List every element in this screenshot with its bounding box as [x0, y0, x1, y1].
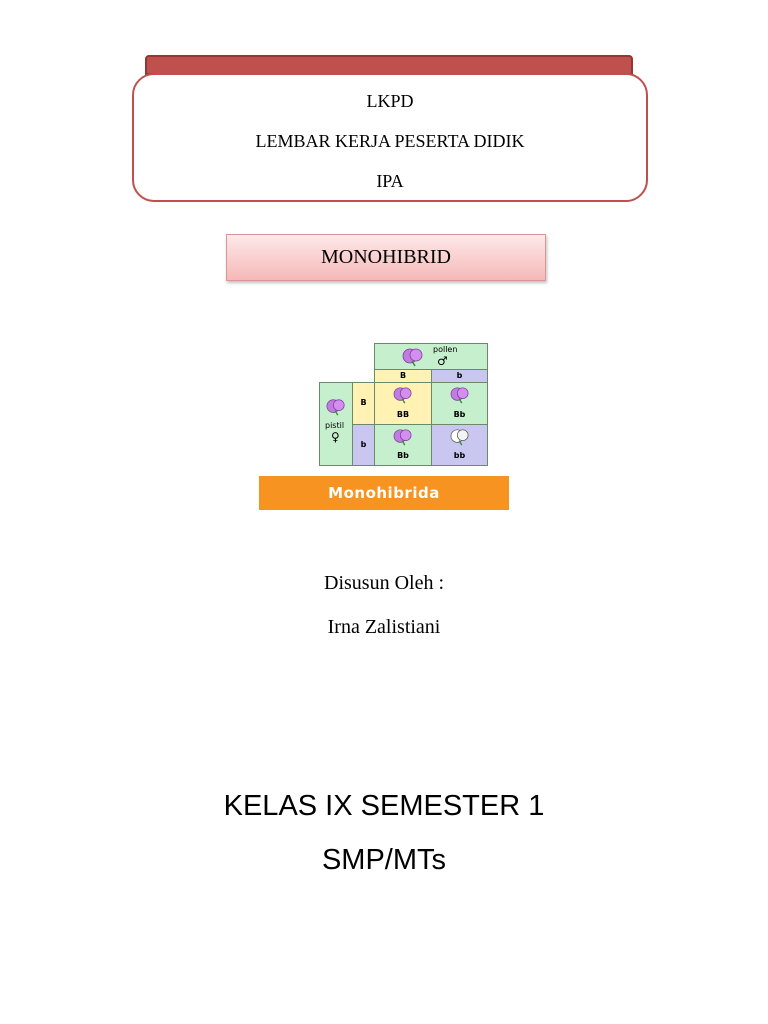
genotype-cell [431, 424, 488, 466]
pistil-header-cell [319, 382, 353, 466]
col-header-b: b [431, 369, 488, 383]
flower-icon [393, 428, 413, 446]
female-symbol: ♀ [331, 430, 340, 444]
flower-icon [326, 397, 346, 417]
punnett-square-figure [319, 343, 489, 466]
white-flower-icon [450, 428, 470, 446]
header-banner-bar [145, 55, 633, 75]
genotype-cell [374, 424, 432, 466]
genotype-label: Bb [397, 451, 409, 460]
row-header-B: B [352, 382, 375, 425]
genotype-cell [431, 382, 488, 425]
header-banner [132, 73, 648, 202]
flower-icon [402, 347, 424, 367]
row-header-b: b [352, 424, 375, 466]
col-header-B: B [374, 369, 432, 383]
genotype-label: bb [453, 451, 466, 460]
figure-caption: Monohibrida [259, 476, 509, 510]
pollen-label: pollen [433, 345, 458, 354]
header-line-title: LEMBAR KERJA PESERTA DIDIK [255, 131, 525, 151]
class-semester: KELAS IX SEMESTER 1 [223, 790, 545, 822]
topic-title: MONOHIBRID [226, 234, 546, 281]
author-label: Disusun Oleh : [324, 572, 444, 594]
pistil-label: pistil [325, 421, 345, 430]
header-line-lkpd: LKPD [366, 91, 414, 111]
flower-icon [450, 386, 470, 404]
header-line-subject: IPA [376, 171, 404, 191]
genotype-label: BB [396, 410, 410, 419]
male-symbol: ♂ [437, 354, 448, 368]
flower-icon [393, 386, 413, 404]
author-name: Irna Zalistiani [327, 616, 441, 638]
genotype-cell [374, 382, 432, 425]
genotype-label: Bb [453, 410, 466, 419]
pollen-header-cell [374, 343, 488, 370]
school-level: SMP/MTs [321, 844, 447, 876]
